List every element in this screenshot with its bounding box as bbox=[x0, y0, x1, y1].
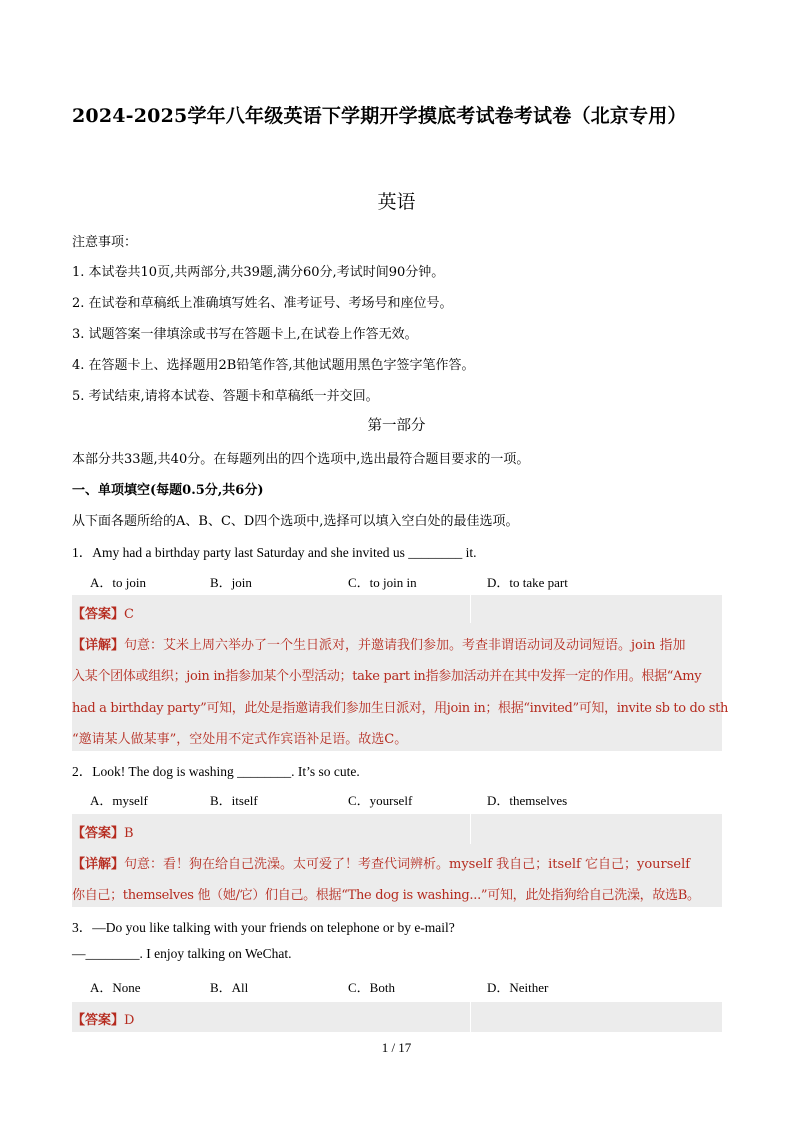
answer-line bbox=[72, 603, 134, 622]
option-c: C．yourself bbox=[348, 793, 413, 808]
answer-value: C bbox=[124, 607, 134, 622]
option-d: D．themselves bbox=[487, 793, 568, 808]
notice-item: 5. 考试结束,请将本试卷、答题卡和草稿纸一并交回。 bbox=[72, 389, 379, 404]
detail-label: 【详解】 bbox=[72, 857, 125, 872]
detail-text: 句意：看！狗在给自己洗澡。太可爱了！考查代词辨析。myself 我自己；itself 它自己；yourself bbox=[124, 857, 691, 872]
answer-label: 【答案】 bbox=[72, 1013, 125, 1028]
detail-text: “邀请某人做某事”，空处用不定式作宾语补足语。故选C。 bbox=[72, 732, 408, 747]
notice-item: 2. 在试卷和草稿纸上准确填写姓名、准考证号、考场号和座位号。 bbox=[72, 296, 453, 311]
notice-item: 1. 本试卷共10页,共两部分,共39题,满分60分,考试时间90分钟。 bbox=[72, 265, 445, 280]
option-d: D．to take part bbox=[487, 575, 568, 590]
answer-line bbox=[72, 1009, 134, 1028]
answer-label: 【答案】 bbox=[72, 607, 125, 622]
part-intro: 本部分共33题,共40分。在每题列出的四个选项中,选出最符合题目要求的一项。 bbox=[72, 452, 530, 467]
detail-text: had a birthday party”可知，此处是指邀请我们参加生日派对，用join in；根据“invited”可知，invite sb to do sth bbox=[72, 701, 729, 716]
answer-box bbox=[72, 1002, 722, 1032]
question-stem: 1．Amy had a birthday party last Saturday and she invited us ________ it. bbox=[72, 545, 477, 560]
document-title: 2024-2025学年八年级英语下学期开学摸底考试卷考试卷（北京专用） bbox=[72, 105, 687, 127]
section-title: 一、单项填空(每题0.5分,共6分) bbox=[72, 483, 264, 498]
section-instruction: 从下面各题所给的A、B、C、D四个选项中,选择可以填入空白处的最佳选项。 bbox=[72, 514, 519, 529]
option-a: A．None bbox=[90, 980, 141, 995]
detail-label: 【详解】 bbox=[72, 638, 125, 653]
detail-line bbox=[72, 634, 686, 653]
option-a: A．myself bbox=[90, 793, 148, 808]
detail-line bbox=[72, 853, 690, 872]
question-stem: —________. I enjoy talking on WeChat. bbox=[72, 946, 292, 961]
option-c: C．Both bbox=[348, 980, 395, 995]
subject-heading: 英语 bbox=[377, 191, 416, 213]
notice-heading: 注意事项： bbox=[72, 235, 138, 250]
page-number: 1 / 17 bbox=[381, 1040, 412, 1055]
option-b: B．join bbox=[210, 575, 252, 590]
option-b: B．All bbox=[210, 980, 249, 995]
option-d: D．Neither bbox=[487, 980, 549, 995]
answer-value: B bbox=[124, 826, 134, 841]
answer-line bbox=[72, 822, 134, 841]
question-stem: 3．—Do you like talking with your friends on telephone or by e-mail? bbox=[72, 920, 455, 935]
option-a: A．to join bbox=[90, 575, 146, 590]
option-c: C．to join in bbox=[348, 575, 417, 590]
detail-text: 你自己；themselves 他（她/它）们自己。根据“The dog is washing...”可知，此处指狗给自己洗澡，故选B。 bbox=[72, 888, 700, 903]
option-b: B．itself bbox=[210, 793, 258, 808]
answer-value: D bbox=[124, 1013, 135, 1028]
notice-item: 3. 试题答案一律填涂或书写在答题卡上,在试卷上作答无效。 bbox=[72, 327, 418, 342]
detail-text: 入某个团体或组织；join in指参加某个小型活动；take part in指参加活动并在其中发挥一定的作用。根据“Amy bbox=[72, 669, 702, 684]
answer-label: 【答案】 bbox=[72, 826, 125, 841]
question-stem: 2．Look! The dog is washing ________. It’s so cute. bbox=[72, 764, 360, 779]
detail-text: 句意：艾米上周六举办了一个生日派对，并邀请我们参加。考查非谓语动词及动词短语。join 指加 bbox=[124, 638, 686, 653]
notice-item: 4. 在答题卡上、选择题用2B铅笔作答,其他试题用黑色字签字笔作答。 bbox=[72, 358, 475, 373]
part-heading: 第一部分 bbox=[367, 418, 426, 434]
